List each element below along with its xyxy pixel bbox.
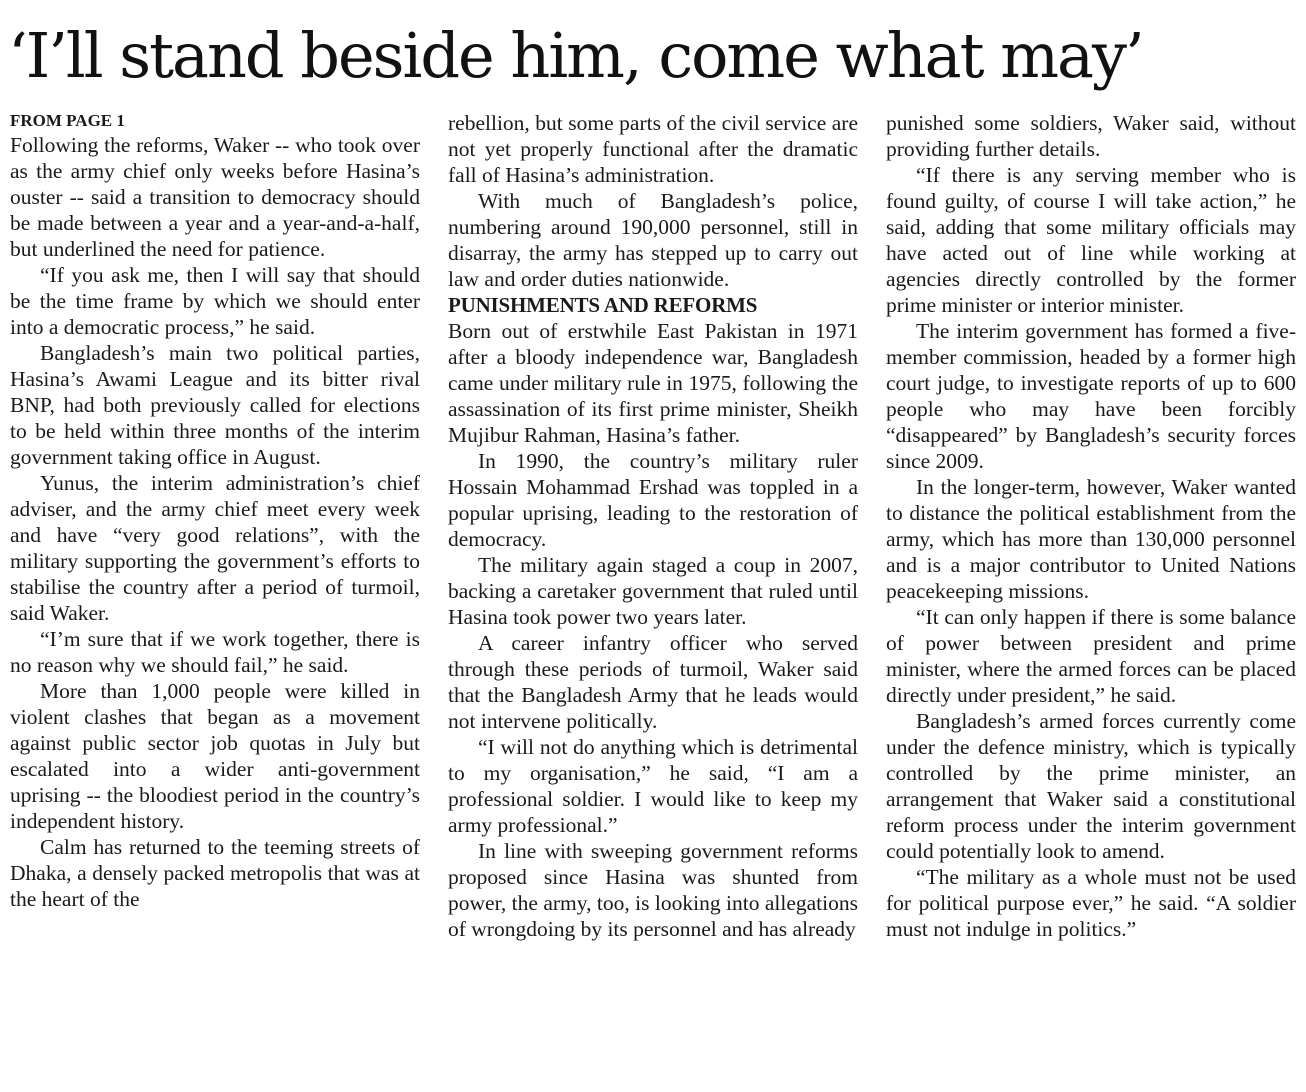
paragraph: “If you ask me, then I will say that should be the time frame by which we should enter into a democratic process,” he said. xyxy=(10,263,420,339)
paragraph: The military again staged a coup in 2007, backing a caretaker government that ruled until Hasina took power two years later. xyxy=(448,553,858,629)
subhead-punishments-and-reforms: PUNISHMENTS AND REFORMS xyxy=(448,293,758,317)
paragraph: “I will not do anything which is detrimental to my organisation,” he said, “I am a professional soldier. I would like to keep my army professional.” xyxy=(448,735,858,837)
paragraph: punished some soldiers, Waker said, without providing further details. xyxy=(886,111,1296,161)
paragraph: In 1990, the country’s military ruler Hossain Mohammad Ershad was toppled in a popular uprising, leading to the restoration of democracy. xyxy=(448,449,858,551)
paragraph: With much of Bangladesh’s police, numbering around 190,000 personnel, still in disarray, the army has stepped up to carry out law and order duties nationwide. xyxy=(448,189,858,291)
paragraph: A career infantry officer who served through these periods of turmoil, Waker said that the Bangladesh Army that he leads would not intervene politically. xyxy=(448,631,858,733)
column-2 xyxy=(448,110,858,1086)
paragraph: In line with sweeping government reforms proposed since Hasina was shunted from power, the army, too, is looking into allegations of wrongdoing by its personnel and has already xyxy=(448,839,858,941)
paragraph: “I’m sure that if we work together, there is no reason why we should fail,” he said. xyxy=(10,627,420,677)
paragraph: “If there is any serving member who is found guilty, of course I will take action,” he said, adding that some military officials may have acted out of line while working at agencies directly controlled by the former prime minister or interior minister. xyxy=(886,163,1296,317)
paragraph: Bangladesh’s armed forces currently come under the defence ministry, which is typically controlled by the prime minister, an arrangement that Waker said a constitutional reform process under the interim government could potentially look to amend. xyxy=(886,709,1296,863)
paragraph: Bangladesh’s main two political parties, Hasina’s Awami League and its bitter rival BNP, had both previously called for elections to be held within three months of the interim government taking office in August. xyxy=(10,341,420,469)
headline: ‘I’ll stand beside him, come what may’ xyxy=(8,19,1143,92)
paragraph: rebellion, but some parts of the civil service are not yet properly functional after the dramatic fall of Hasina’s administration. xyxy=(448,111,858,187)
column-1 xyxy=(10,110,420,1086)
kicker-from-page-1: FROM PAGE 1 xyxy=(10,111,125,130)
paragraph: “The military as a whole must not be used for political purpose ever,” he said. “A soldier must not indulge in politics.” xyxy=(886,865,1296,941)
paragraph: Following the reforms, Waker -- who took over as the army chief only weeks before Hasina’s ouster -- said a transition to democracy should be made between a year and a year-and-a-half, but underlined the need for patience. xyxy=(10,133,420,261)
paragraph: Yunus, the interim administration’s chief adviser, and the army chief meet every week and have “very good relations”, with the military supporting the government’s efforts to stabilise the country after a period of turmoil, said Waker. xyxy=(10,471,420,625)
paragraph: Born out of erstwhile East Pakistan in 1971 after a bloody independence war, Bangladesh came under military rule in 1975, following the assassination of its first prime minister, Sheikh Mujibur Rahman, Hasina’s father. xyxy=(448,319,858,447)
paragraph: “It can only happen if there is some balance of power between president and prime minister, where the armed forces can be placed directly under president,” he said. xyxy=(886,605,1296,707)
paragraph: More than 1,000 people were killed in violent clashes that began as a movement against public sector job quotas in July but escalated into a wider anti-government uprising -- the bloodiest period in the country’s independent history. xyxy=(10,679,420,833)
paragraph: The interim government has formed a five-member commission, headed by a former high court judge, to investigate reports of up to 600 people who may have been forcibly “disappeared” by Bangladesh’s security forces since 2009. xyxy=(886,319,1296,473)
paragraph: Calm has returned to the teeming streets of Dhaka, a densely packed metropolis that was at the heart of the xyxy=(10,835,420,911)
column-3 xyxy=(886,110,1296,1086)
paragraph: In the longer-term, however, Waker wanted to distance the political establishment from the army, which has more than 130,000 personnel and is a major contributor to United Nations peacekeeping missions. xyxy=(886,475,1296,603)
